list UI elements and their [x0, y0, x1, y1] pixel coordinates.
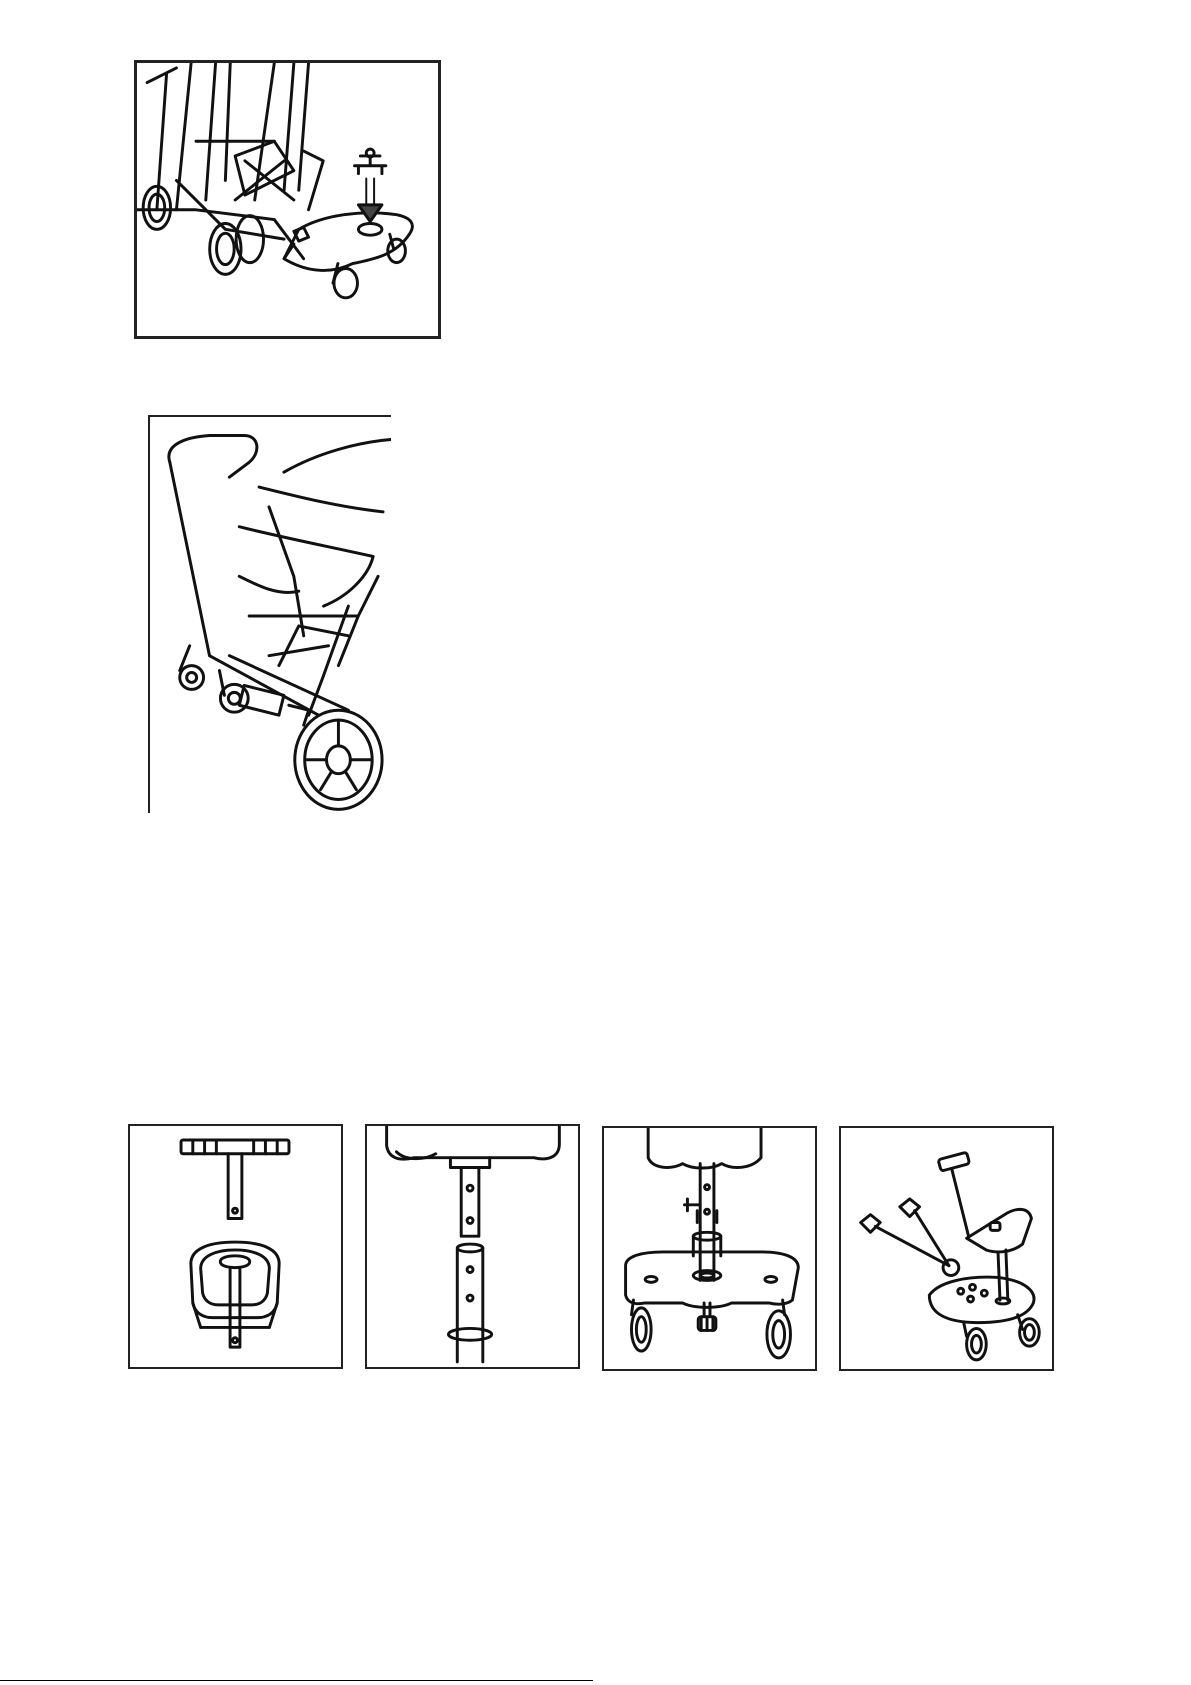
handlebar-and-seat-icon — [130, 1126, 341, 1367]
stroller-board-attach-icon — [137, 63, 438, 336]
figure-seat-post-insert — [365, 1124, 580, 1369]
figure-stroller-board-attach — [134, 60, 441, 339]
assembled-ride-on-board-icon — [841, 1128, 1052, 1369]
stroller-mounted-board-icon — [150, 417, 391, 813]
figure-assembled-ride-on-board — [839, 1126, 1054, 1371]
figure-stroller-mounted-board — [148, 415, 391, 813]
figure-handlebar-and-seat — [128, 1124, 343, 1369]
footnote-separator — [0, 1680, 593, 1681]
seat-post-insert-icon — [367, 1126, 578, 1367]
post-into-board-icon — [604, 1128, 815, 1369]
figure-post-into-board — [602, 1126, 817, 1371]
